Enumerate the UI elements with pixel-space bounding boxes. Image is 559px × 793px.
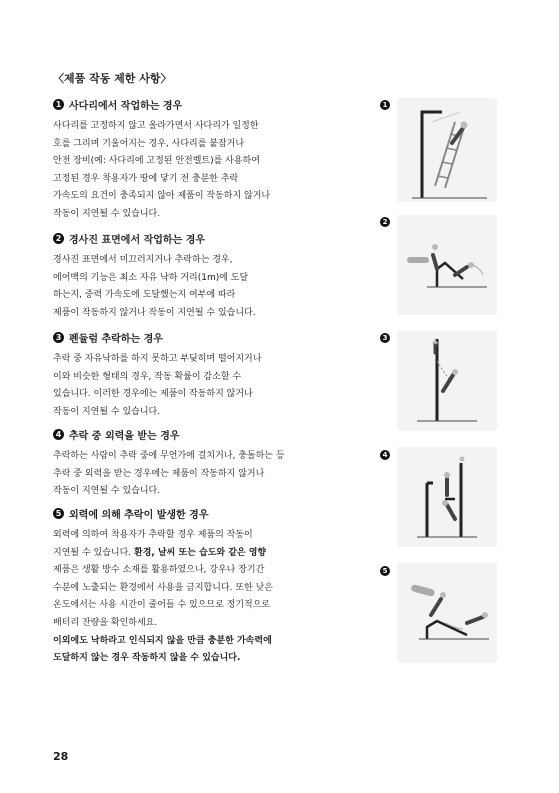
section-title-text: 외력에 의해 추락이 발생한 경우 (69, 509, 209, 521)
section-number-badge: 4 (53, 429, 64, 440)
section-number-badge: 2 (53, 233, 64, 244)
body-text-end: 제품은 생활 방수 소재를 활용하였으나, 강우나 장기간 수분에 노출되는 환경에서 사용을 금지합니다. 또한 낮은 온도에서는 사용 시간이 줄어들 수 있으므로 정기적으로 배터리 잔량을 확인하세요. (53, 565, 273, 628)
ladder-fall-illustration (397, 98, 497, 202)
page-heading: 〈제품 작동 제한 사항〉 (53, 72, 172, 85)
section-number-badge: 1 (53, 99, 64, 110)
section-number-badge: 5 (53, 508, 64, 519)
section-title-text: 추락 중 외력을 받는 경우 (69, 430, 180, 442)
section-title-text: 펜듈럼 추락하는 경우 (69, 333, 163, 345)
illustration-number-badge: 1 (380, 100, 390, 110)
illustration-number-badge: 3 (380, 333, 390, 343)
section-title (53, 506, 363, 520)
section-pushed (53, 506, 363, 668)
illustration-number-badge: 2 (380, 217, 390, 227)
section-body (53, 527, 363, 633)
section-title-text: 사다리에서 작업하는 경우 (69, 100, 183, 112)
section-title (53, 97, 353, 111)
section-title (53, 330, 353, 344)
body-text-emphasis: 환경, 날씨 또는 습도와 같은 영향 (134, 547, 267, 558)
section-body: 경사진 표면에서 미끄러지거나 추락하는 경우, 에어백의 기능은 최소 자유 낙하 거리(1m)에 도달 하는지, 중력 가속도에 도달했는지 여부에 따라 제품이 작동하지 않거나 작동이 지연될 수 있습니다. (53, 255, 256, 318)
section-title-text: 경사진 표면에서 작업하는 경우 (69, 234, 206, 246)
section-pendulum (53, 330, 353, 421)
obstacle-collision-illustration (397, 447, 497, 547)
slope-slide-illustration (397, 215, 497, 315)
section-body: 추락하는 사람이 추락 중에 무언가에 걸치거나, 충돌하는 등 추락 중 외력을 받는 경우에는 제품이 작동하지 않거나 작동이 지연될 수 있습니다. (53, 451, 285, 497)
section-slope (53, 231, 353, 322)
section-body: 추락 중 자유낙하를 하지 못하고 부딪히며 떨어지거나 이와 비슷한 형태의 경우, 작동 확률이 감소할 수 있습니다. 이러한 경우에는 제품이 작동하지 않거나 작동이 지연될 수 있습니다. (53, 354, 262, 417)
section-title (53, 427, 353, 441)
warning-text: 이외에도 낙하라고 인식되지 않을 만큼 충분한 가속력에 도달하지 않는 경우 작동하지 않을 수 있습니다. (53, 635, 272, 664)
illustration-number-badge: 5 (380, 566, 390, 576)
section-ladder (53, 97, 353, 224)
section-title (53, 231, 353, 245)
pendulum-fall-illustration (397, 331, 497, 431)
page-number: 28 (53, 750, 69, 763)
illustration-number-badge: 4 (380, 450, 390, 460)
pushed-fall-illustration (397, 563, 497, 663)
section-body: 사다리를 고정하지 않고 올라가면서 사다리가 일정한 호를 그리며 기울어지는 경우, 사다리를 붙잡거나 안전 장비(예: 사다리에 고정된 안전벨트)를 사용하여 고정된 경우 착용자가 땅에 닿기 전 충분한 추락 가속도의 요건이 충족되지 않아 제품이 작동하지 않거나 작동이 지연될 수 있습니다. (53, 121, 271, 219)
body-text-start: 외력에 의하여 착용자가 추락할 경우 제품의 작동이 지연될 수 있습니다. (53, 530, 253, 558)
section-number-badge: 3 (53, 332, 64, 343)
section-external-force (53, 427, 353, 501)
